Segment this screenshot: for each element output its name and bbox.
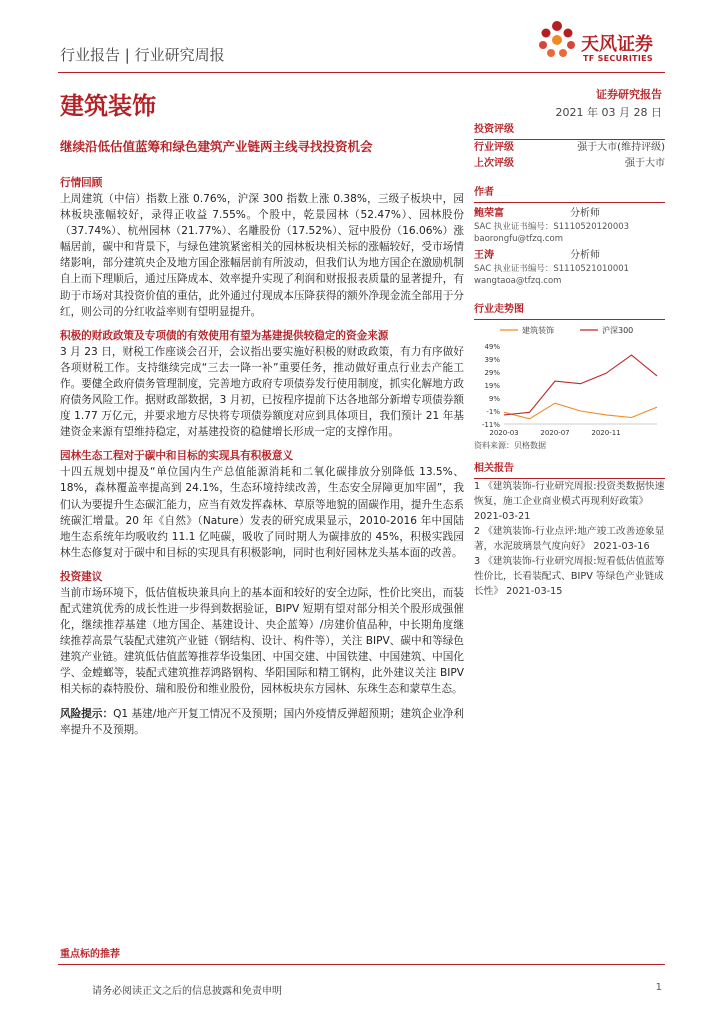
rating-value: 强于大市 — [625, 158, 665, 169]
risk-text: Q1 基建/地产开复工情况不及预期；国内外疫情反弹超预期；建筑企业净利率提升不及预期。 — [60, 707, 465, 736]
flower-logo-icon — [535, 18, 579, 64]
bottom-rule — [58, 964, 665, 965]
analyst-cert: SAC 执业证书编号：S1110521010001 — [474, 264, 630, 274]
related-report-item[interactable]: 3 《建筑装饰-行业研究周报:短看低估值蓝筹性价比，长看装配式、BIPV 等绿色产业链成长性》 2021-03-15 — [474, 556, 665, 597]
section-text-fiscal-policy: 3 月 23 日，财税工作座谈会召开，会议指出要实施好积极的财政政策，有力有序做好各项财税工作。支持继续完成“三去一降一补”重要任务，推动做好重点行业去产能工作。要健全政府债务管理制度，完善地方政府专项债券发行使用制度，抓实化解地方政府债务风险工作。据财政部数据，3 月初，已按程序提前下达各地部分新增专项债券额度 1.77 万亿元，并要求地方尽快将专项债券额度对应到具体项目，我们预计 21 年基建资金来源有望维持稳定，对基建投资的稳健增长形成一定的支撑作用。 — [60, 345, 464, 439]
section-title-carbon-neutral: 园林生态工程对于碳中和目标的实现具有积极意义 — [60, 450, 294, 463]
legend-label: 沪深300 — [602, 326, 634, 335]
legend-label: 建筑装饰 — [522, 326, 554, 335]
logo-en-text: TF SECURITIES — [583, 54, 653, 63]
trend-chart — [474, 320, 665, 438]
analyst-email[interactable]: baorongfu@tfzq.com — [474, 234, 564, 244]
industry-title: 建筑装饰 — [60, 92, 156, 120]
risk-label: 风险提示： — [60, 707, 114, 720]
company-logo — [535, 14, 665, 72]
y-tick-label: 49% — [484, 343, 500, 351]
rating-key: 行业评级 — [474, 142, 514, 153]
rating-value: 强于大市(维持评级) — [577, 142, 665, 153]
analyst-card — [474, 207, 665, 245]
risk-warning — [60, 706, 464, 738]
analyst-role: 分析师 — [570, 208, 600, 219]
section-title-fiscal-policy: 积极的财政政策及专项债的有效使用有望为基建提供较稳定的资金来源 — [60, 329, 389, 342]
analyst-email[interactable]: wangtaoa@tfzq.com — [474, 276, 562, 286]
related-title: 相关报告 — [474, 462, 665, 479]
logo-cn-text: 天风证券 — [581, 34, 653, 55]
authors-title: 作者 — [474, 186, 665, 203]
rating-key: 上次评级 — [474, 158, 514, 169]
rating-row — [474, 140, 665, 156]
section-text-carbon-neutral: 十四五规划中提及“单位国内生产总值能源消耗和二氧化碳排放分别降低 13.5%、18%，森林覆盖率提高到 24.1%，生态环境持续改善，生态安全屏障更加牢固”，我们认为要提升生态碳汇能力，应当有效发挥森林、草原等地貌的固碳作用，提升生态系统碳汇增量。20 年《自然》（Nature）发表的研究成果显示，2010-2016 年中国陆地生态系统年均吸收约 11.1 亿吨碳，吸收了同时期人为碳排放的 45%，积极实践园林生态修复对于碳中和目标的实现具有积极影响，同时也利好园林龙头基本面的改善。 — [60, 466, 464, 559]
y-tick-label: 29% — [484, 369, 500, 377]
sidebar — [474, 123, 665, 599]
x-tick-label: 2020-07 — [540, 429, 570, 437]
analyst-card — [474, 249, 665, 287]
header-left-label: 行业报告 | 行业研究周报 — [60, 46, 225, 64]
section-title-market-review: 行情回顾 — [60, 177, 103, 189]
analyst-cert: SAC 执业证书编号：S1110520120003 — [474, 222, 630, 232]
section-text-investment-advice: 当前市场环境下，低估值板块兼具向上的基本面和较好的安全边际，性价比突出，而装配式建筑优秀的成长性进一步得到数据验证，BIPV 短期有望对部分相关个股形成强催化，继续推荐基建（地方国企、基建设计、央企蓝筹）/房建价值品种，中长期角度继续推荐高景气装配式建筑产业链（钢结构、设计、构件等），关注 BIPV、碳中和等绿色建筑产业链。建筑低估值蓝筹推荐华设集团、中国交建、中国铁建、中国建筑、中国化学、金螳螂等，装配式建筑推荐鸿路钢构、华阳国际和精工钢构，此外建议关注 BIPV 相关标的森特股份、瑞和股份和维业股份，园林板块东方园林、东珠生态和蒙草生态。 — [60, 586, 464, 696]
headline: 继续沿低估值蓝筹和绿色建筑产业链两主线寻找投资机会 — [60, 139, 373, 154]
main-content — [60, 175, 464, 738]
key-stock-note: 重点标的推荐 — [60, 949, 120, 960]
x-tick-label: 2020-03 — [489, 429, 519, 437]
y-tick-label: 39% — [484, 356, 500, 364]
report-date: 2021 年 03 月 28 日 — [555, 106, 662, 119]
trend-title: 行业走势图 — [474, 303, 665, 320]
series-line — [504, 355, 657, 415]
page-number: 1 — [655, 982, 662, 993]
report-type: 证券研究报告 — [596, 88, 662, 101]
chart-source: 资料来源：贝格数据 — [474, 441, 546, 450]
trend-chart-svg — [474, 320, 665, 438]
related-report-item[interactable]: 2 《建筑装饰-行业点评:地产竣工改善迹象显著，水泥玻璃景气度向好》 2021-03-16 — [474, 526, 665, 552]
rating-title: 投资评级 — [474, 123, 665, 140]
analyst-role: 分析师 — [570, 250, 600, 261]
related-report-item[interactable]: 1 《建筑装饰-行业研究周报:投资类数据快速恢复，施工企业商业模式再现利好政策》 2021-03-21 — [474, 481, 665, 522]
rating-row — [474, 156, 665, 172]
x-tick-label: 2020-11 — [591, 429, 621, 437]
top-rule — [58, 72, 665, 73]
section-text-market-review: 上周建筑（中信）指数上涨 0.76%，沪深 300 指数上涨 0.38%，三级子板块中，园林板块涨幅较好，录得正收益 7.55%。个股中，乾景园林（52.47%）、园林股份（37.74%）、杭州园林（21.77%）、名雕股份（17.52%）、冠中股份（16.06%）涨幅居前，碳中和背景下，与绿色建筑紧密相关的园林板块相关标的涨幅较好，受市场情绪影响，部分建筑央企及地方国企涨幅居前有所波动，但我们认为地方国企在激励机制自上而下理顺后，通过压降成本、效率提升实现了利润和财报报表质量的显著提升，有助于市场对其投资价值的重估，此外通过付现成本压降获得的额外净现金流全部用于分红，则公司的分红收益率则有望明显提升。 — [60, 193, 464, 318]
section-title-investment-advice: 投资建议 — [60, 570, 103, 583]
y-tick-label: 19% — [484, 382, 500, 390]
y-tick-label: 9% — [488, 395, 500, 403]
series-line — [504, 403, 657, 419]
y-tick-label: -1% — [486, 408, 500, 416]
analyst-name: 王涛 — [474, 250, 494, 261]
related-list — [474, 479, 665, 599]
analyst-name: 鲍荣富 — [474, 208, 504, 219]
y-tick-label: -11% — [481, 421, 500, 429]
disclaimer-footer: 请务必阅读正文之后的信息披露和免责申明 — [92, 986, 282, 997]
